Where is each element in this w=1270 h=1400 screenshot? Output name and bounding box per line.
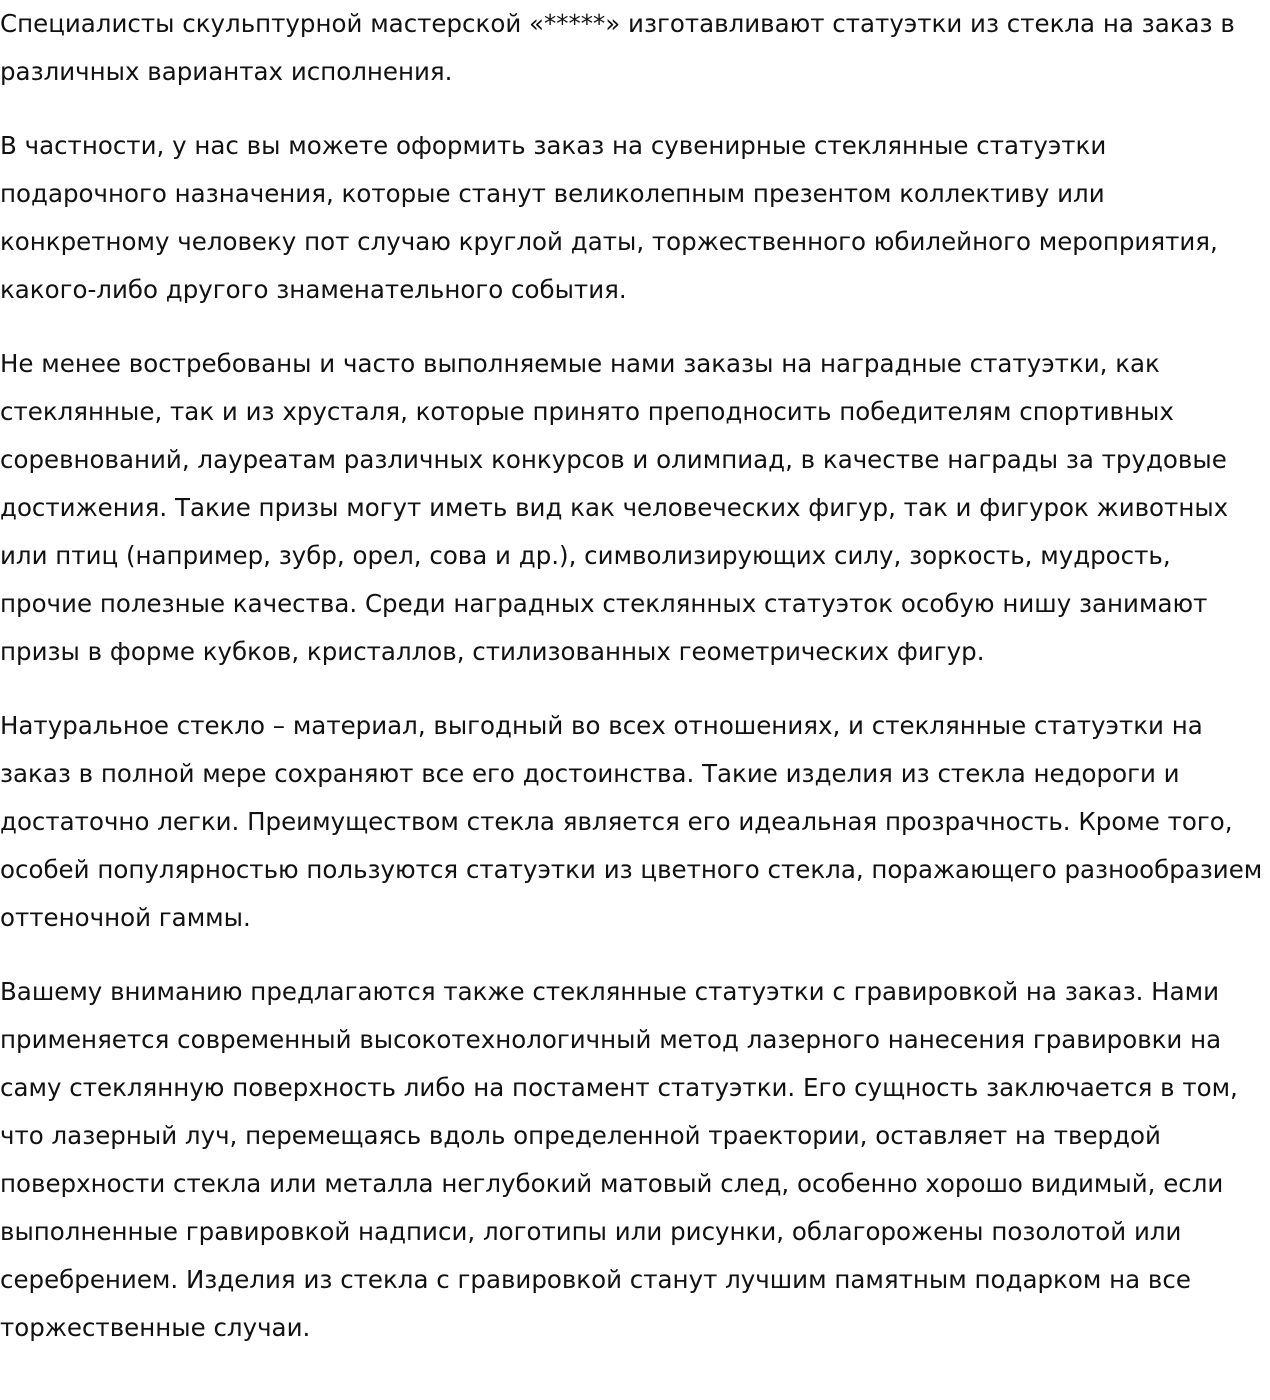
article-paragraph-glass-advantages: Натуральное стекло – материал, выгодный во всех отношениях, и стеклянные статуэтки на заказ в полной мере сохраняют все его достоинства. Такие изделия из стекла недороги и достаточно легки. Преимуществом стекла является его идеальная прозрачность. Кроме того, особей популярностью пользуются статуэтки из цветного стекла, поражающего разнообразием оттеночной гаммы. — [0, 711, 1263, 932]
article-paragraph-gift-statuettes: В частности, у нас вы можете оформить заказ на сувенирные стеклянные статуэтки подарочного назначения, которые станут великолепным презентом коллективу или конкретному человеку пот случаю круглой даты, торжественного юбилейного мероприятия, какого-либо другого знаменательного события. — [0, 131, 1218, 304]
article-paragraph-award-statuettes: Не менее востребованы и часто выполняемые нами заказы на наградные статуэтки, как стеклянные, так и из хрусталя, которые принято преподносить победителям спортивных соревнований, лауреатам различных конкурсов и олимпиад, в качестве награды за трудовые достижения. Такие призы могут иметь вид как человеческих фигур, так и фигурок животных или птиц (например, зубр, орел, сова и др.), символизирующих силу, зоркость, мудрость, прочие полезные качества. Среди наградных стеклянных статуэток особую нишу занимают призы в форме кубков, кристаллов, стилизованных геометрических фигур. — [0, 349, 1229, 666]
article-paragraph-engraving: Вашему вниманию предлагаются также стеклянные статуэтки с гравировкой на заказ. Нами применяется современный высокотехнологичный метод лазерного нанесения гравировки на саму стеклянную поверхность либо на постамент статуэтки. Его сущность заключается в том, что лазерный луч, перемещаясь вдоль определенной траектории, оставляет на твердой поверхности стекла или металла неглубокий матовый след, особенно хорошо видимый, если выполненные гравировкой надписи, логотипы или рисунки, облагорожены позолотой или серебрением. Изделия из стекла с гравировкой станут лучшим памятным подарком на все торжественные случаи. — [0, 977, 1238, 1342]
article-paragraph-intro: Специалисты скульптурной мастерской «*****» изготавливают статуэтки из стекла на заказ в различных вариантах исполнения. — [0, 9, 1235, 86]
